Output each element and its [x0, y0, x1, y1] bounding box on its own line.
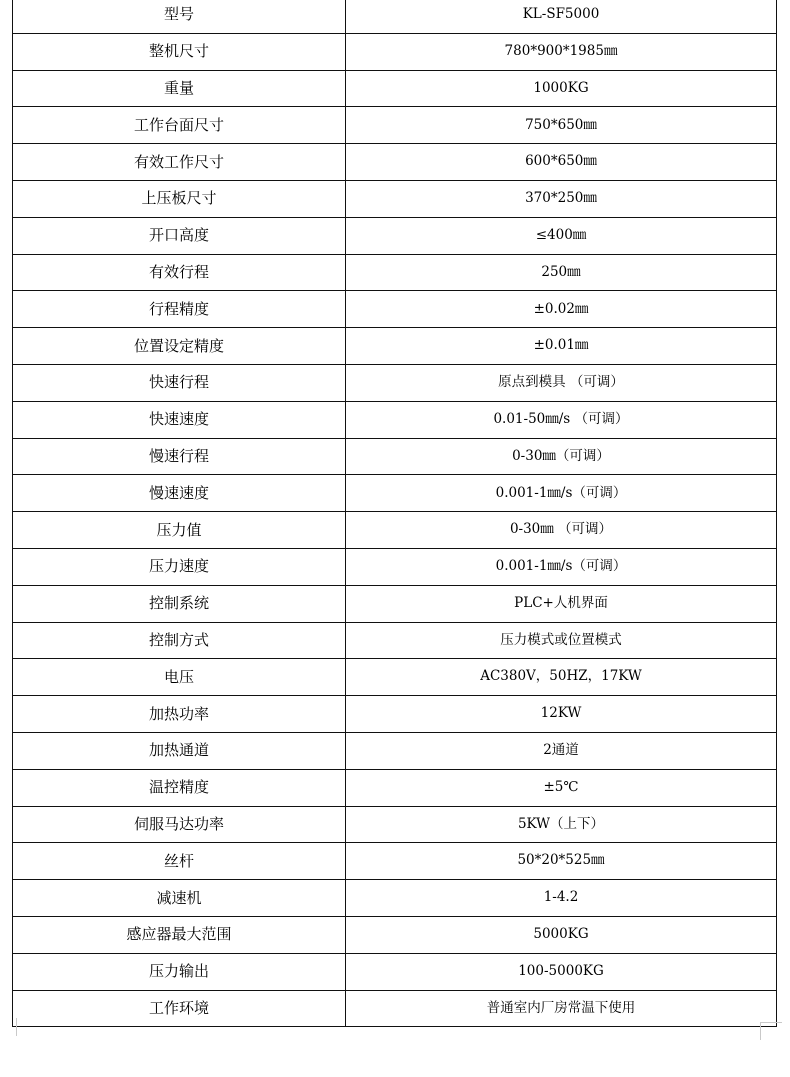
spec-value: KL-SF5000: [346, 0, 777, 33]
table-row: [13, 659, 777, 696]
spec-label: 丝杆: [13, 843, 346, 880]
spec-value: 780*900*1985㎜: [346, 33, 777, 70]
spec-label: 整机尺寸: [13, 33, 346, 70]
table-row: [13, 438, 777, 475]
spec-label: 加热通道: [13, 732, 346, 769]
spec-value: 0.001-1㎜/s（可调）: [346, 548, 777, 585]
spec-value: 压力模式或位置模式: [346, 622, 777, 659]
spec-value: 1000KG: [346, 70, 777, 107]
margin-corner-mark: [16, 1018, 17, 1036]
spec-value: ±0.02㎜: [346, 291, 777, 328]
spec-label: 型号: [13, 0, 346, 33]
table-row: [13, 364, 777, 401]
spec-label: 开口高度: [13, 217, 346, 254]
spec-value: ±0.01㎜: [346, 328, 777, 365]
spec-label: 加热功率: [13, 696, 346, 733]
table-row: [13, 916, 777, 953]
spec-label: 重量: [13, 70, 346, 107]
table-row: [13, 622, 777, 659]
spec-value: 5000KG: [346, 916, 777, 953]
spec-label: 温控精度: [13, 769, 346, 806]
spec-value: 0.001-1㎜/s（可调）: [346, 475, 777, 512]
spec-table: [12, 0, 777, 1027]
spec-label: 感应器最大范围: [13, 916, 346, 953]
spec-value: 50*20*525㎜: [346, 843, 777, 880]
spec-value: 原点到模具 （可调）: [346, 364, 777, 401]
table-row: [13, 696, 777, 733]
spec-label: 有效行程: [13, 254, 346, 291]
table-row: [13, 401, 777, 438]
spec-label: 控制系统: [13, 585, 346, 622]
spec-value: 1-4.2: [346, 880, 777, 917]
spec-value: 370*250㎜: [346, 180, 777, 217]
table-row: [13, 217, 777, 254]
spec-value: 600*650㎜: [346, 144, 777, 181]
table-row: [13, 953, 777, 990]
spec-label: 慢速速度: [13, 475, 346, 512]
spec-label: 减速机: [13, 880, 346, 917]
table-row: [13, 548, 777, 585]
spec-value: 普通室内厂房常温下使用: [346, 990, 777, 1027]
spec-label: 压力输出: [13, 953, 346, 990]
table-row: [13, 70, 777, 107]
margin-corner-mark: [760, 1022, 782, 1023]
table-row: [13, 254, 777, 291]
spec-value: 0.01-50㎜/s （可调）: [346, 401, 777, 438]
margin-corner-mark: [760, 1022, 761, 1040]
spec-value: ±5℃: [346, 769, 777, 806]
spec-label: 压力速度: [13, 548, 346, 585]
spec-value: ≤400㎜: [346, 217, 777, 254]
spec-label: 慢速行程: [13, 438, 346, 475]
spec-table-body: [13, 0, 777, 1027]
page-margin-marks: [0, 1018, 790, 1048]
spec-value: 100-5000KG: [346, 953, 777, 990]
spec-value: 250㎜: [346, 254, 777, 291]
spec-label: 工作台面尺寸: [13, 107, 346, 144]
table-row: [13, 144, 777, 181]
table-row: [13, 585, 777, 622]
table-row: [13, 107, 777, 144]
spec-label: 位置设定精度: [13, 328, 346, 365]
spec-label: 上压板尺寸: [13, 180, 346, 217]
spec-label: 快速行程: [13, 364, 346, 401]
spec-value: 12KW: [346, 696, 777, 733]
table-row: [13, 732, 777, 769]
spec-value: 2通道: [346, 732, 777, 769]
spec-value: AC380V，50HZ，17KW: [346, 659, 777, 696]
spec-value: PLC+人机界面: [346, 585, 777, 622]
table-row: [13, 291, 777, 328]
spec-label: 压力值: [13, 512, 346, 549]
table-row: [13, 512, 777, 549]
table-row: [13, 769, 777, 806]
table-row: [13, 180, 777, 217]
table-row: [13, 806, 777, 843]
table-row: [13, 880, 777, 917]
table-row: [13, 328, 777, 365]
table-row: [13, 33, 777, 70]
table-row: [13, 843, 777, 880]
spec-value: 750*650㎜: [346, 107, 777, 144]
table-row: [13, 0, 777, 33]
spec-label: 行程精度: [13, 291, 346, 328]
spec-label: 工作环境: [13, 990, 346, 1027]
spec-label: 快速速度: [13, 401, 346, 438]
table-row: [13, 475, 777, 512]
spec-value: 0-30㎜（可调）: [346, 438, 777, 475]
spec-label: 控制方式: [13, 622, 346, 659]
spec-label: 电压: [13, 659, 346, 696]
spec-value: 5KW（上下）: [346, 806, 777, 843]
spec-label: 有效工作尺寸: [13, 144, 346, 181]
spec-label: 伺服马达功率: [13, 806, 346, 843]
spec-value: 0-30㎜ （可调）: [346, 512, 777, 549]
